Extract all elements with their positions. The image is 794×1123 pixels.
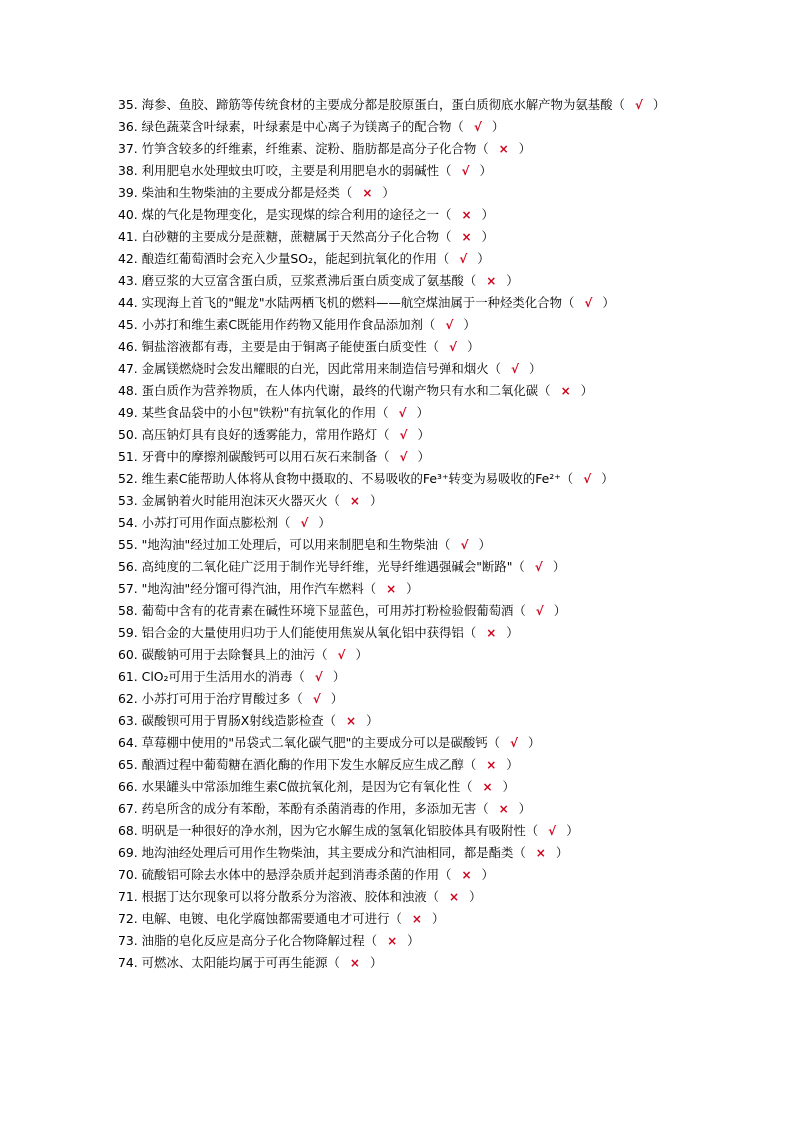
check-mark-icon: √ bbox=[399, 450, 408, 464]
item-number: 42. bbox=[118, 251, 138, 266]
item-number: 63. bbox=[118, 713, 138, 728]
list-item bbox=[118, 358, 674, 380]
list-item bbox=[118, 336, 674, 358]
cross-mark-icon: × bbox=[486, 274, 497, 288]
list-item bbox=[118, 732, 674, 754]
item-close-paren: ） bbox=[502, 779, 515, 794]
item-statement: 高压钠灯具有良好的透雾能力，常用作路灯（ bbox=[141, 427, 390, 442]
item-number: 51. bbox=[118, 449, 138, 464]
item-close-paren: ） bbox=[518, 801, 532, 816]
item-close-paren: ） bbox=[481, 229, 494, 244]
item-number: 60. bbox=[118, 647, 138, 662]
item-statement: 蛋白质作为营养物质，在人体内代谢，最终的代谢产物只有水和二氧化碳（ bbox=[141, 383, 551, 398]
item-close-paren: ） bbox=[330, 691, 344, 706]
item-statement: 绿色蔬菜含叶绿素，叶绿素是中心离子为镁离子的配合物（ bbox=[141, 119, 464, 134]
cross-mark-icon: × bbox=[482, 780, 493, 794]
list-item bbox=[118, 864, 674, 886]
item-number: 46. bbox=[118, 339, 138, 354]
check-mark-icon: √ bbox=[548, 824, 557, 838]
item-statement: 煤的气化是物理变化，是实现煤的综合利用的途径之一（ bbox=[141, 207, 452, 222]
list-item bbox=[118, 182, 674, 204]
item-close-paren: ） bbox=[463, 317, 476, 332]
item-statement: 明矾是一种很好的净水剂，因为它水解生成的氢氧化铝胶体具有吸附性（ bbox=[141, 823, 539, 838]
item-close-paren: ） bbox=[467, 339, 480, 354]
list-item bbox=[118, 94, 674, 116]
check-mark-icon: √ bbox=[445, 318, 454, 332]
item-statement: 葡萄中含有的花青素在碱性环境下显蓝色，可用苏打粉检验假葡萄酒（ bbox=[141, 603, 526, 618]
item-number: 41. bbox=[118, 229, 138, 244]
item-number: 54. bbox=[118, 515, 138, 530]
check-mark-icon: √ bbox=[584, 296, 593, 310]
list-item bbox=[118, 930, 674, 952]
item-close-paren: ） bbox=[580, 383, 594, 398]
item-statement: 硫酸铝可除去水体中的悬浮杂质并起到消毒杀菌的作用（ bbox=[141, 867, 452, 882]
cross-mark-icon: × bbox=[449, 890, 460, 904]
question-list bbox=[118, 94, 674, 974]
item-close-paren: ） bbox=[555, 845, 569, 860]
item-close-paren: ） bbox=[652, 97, 666, 112]
item-close-paren: ） bbox=[366, 713, 379, 728]
list-item bbox=[118, 160, 674, 182]
item-statement: 铝合金的大量使用归功于人们能使用焦炭从氧化铝中获得铝（ bbox=[141, 625, 477, 640]
item-number: 70. bbox=[118, 867, 138, 882]
cross-mark-icon: × bbox=[349, 494, 360, 508]
item-statement: 维生素C能帮助人体将从食物中摄取的、不易吸收的Fe³⁺转变为易吸收的Fe²⁺（ bbox=[141, 471, 574, 486]
item-statement: 可燃冰、太阳能均属于可再生能源（ bbox=[141, 955, 340, 970]
list-item bbox=[118, 292, 674, 314]
item-close-paren: ） bbox=[369, 493, 383, 508]
item-number: 44. bbox=[118, 295, 138, 310]
list-item bbox=[118, 248, 674, 270]
check-mark-icon: √ bbox=[314, 670, 323, 684]
check-mark-icon: √ bbox=[583, 472, 592, 486]
item-statement: 金属镁燃烧时会发出耀眼的白光，因此常用来制造信号弹和烟火（ bbox=[141, 361, 501, 376]
item-number: 61. bbox=[118, 669, 138, 684]
item-statement: 金属钠着火时能用泡沫灭火器灭火（ bbox=[141, 493, 340, 508]
item-close-paren: ） bbox=[332, 669, 346, 684]
list-item bbox=[118, 754, 674, 776]
item-statement: 高纯度的二氧化硅广泛用于制作光导纤维，光导纤维遇强碱会"断路"（ bbox=[141, 559, 525, 574]
list-item bbox=[118, 644, 674, 666]
item-close-paren: ） bbox=[469, 889, 482, 904]
item-statement: 小苏打和维生素C既能用作药物又能用作食品添加剂（ bbox=[141, 317, 436, 332]
item-statement: 地沟油经处理后可用作生物柴油，其主要成分和汽油相同，都是酯类（ bbox=[141, 845, 526, 860]
item-statement: 小苏打可用作面点膨松剂（ bbox=[141, 515, 291, 530]
item-statement: 电解、电镀、电化学腐蚀都需要通电才可进行（ bbox=[141, 911, 402, 926]
item-close-paren: ） bbox=[506, 757, 519, 772]
check-mark-icon: √ bbox=[510, 736, 519, 750]
check-mark-icon: √ bbox=[535, 604, 544, 618]
cross-mark-icon: × bbox=[386, 582, 397, 596]
item-close-paren: ） bbox=[552, 559, 566, 574]
cross-mark-icon: × bbox=[498, 802, 509, 816]
item-statement: 酿造红葡萄酒时会充入少量SO₂，能起到抗氧化的作用（ bbox=[141, 251, 450, 266]
item-close-paren: ） bbox=[506, 273, 519, 288]
item-close-paren: ） bbox=[602, 295, 615, 310]
item-number: 72. bbox=[118, 911, 138, 926]
list-item bbox=[118, 842, 674, 864]
item-number: 53. bbox=[118, 493, 138, 508]
check-mark-icon: √ bbox=[461, 164, 470, 178]
list-item bbox=[118, 380, 674, 402]
item-number: 55. bbox=[118, 537, 138, 552]
item-statement: 牙膏中的摩擦剂碳酸钙可以用石灰石来制备（ bbox=[141, 449, 390, 464]
cross-mark-icon: × bbox=[498, 142, 509, 156]
list-item bbox=[118, 270, 674, 292]
list-item bbox=[118, 578, 674, 600]
item-number: 59. bbox=[118, 625, 138, 640]
item-close-paren: ） bbox=[416, 405, 429, 420]
cross-mark-icon: × bbox=[349, 956, 360, 970]
item-statement: 海参、鱼胶、蹄筋等传统食材的主要成分都是胶原蛋白，蛋白质彻底水解产物为氨基酸（ bbox=[141, 97, 625, 112]
item-close-paren: ） bbox=[481, 867, 494, 882]
item-number: 66. bbox=[118, 779, 138, 794]
item-number: 62. bbox=[118, 691, 138, 706]
check-mark-icon: √ bbox=[534, 560, 543, 574]
list-item bbox=[118, 600, 674, 622]
item-number: 45. bbox=[118, 317, 138, 332]
item-number: 68. bbox=[118, 823, 138, 838]
item-statement: "地沟油"经过加工处理后，可以用来制肥皂和生物柴油（ bbox=[141, 537, 451, 552]
list-item bbox=[118, 226, 674, 248]
check-mark-icon: √ bbox=[511, 362, 520, 376]
cross-mark-icon: × bbox=[461, 230, 472, 244]
item-statement: 酿酒过程中葡萄糖在酒化酶的作用下发生水解反应生成乙醇（ bbox=[141, 757, 477, 772]
list-item bbox=[118, 314, 674, 336]
item-close-paren: ） bbox=[406, 581, 419, 596]
item-close-paren: ） bbox=[528, 735, 541, 750]
list-item bbox=[118, 622, 674, 644]
list-item bbox=[118, 886, 674, 908]
item-close-paren: ） bbox=[601, 471, 614, 486]
item-number: 49. bbox=[118, 405, 138, 420]
item-statement: 实现海上首飞的"鲲龙"水陆两栖飞机的燃料——航空煤油属于一种烃类化合物（ bbox=[141, 295, 575, 310]
list-item bbox=[118, 666, 674, 688]
cross-mark-icon: × bbox=[560, 384, 571, 398]
list-item bbox=[118, 446, 674, 468]
item-close-paren: ） bbox=[481, 207, 494, 222]
item-statement: 利用肥皂水处理蚊虫叮咬，主要是利用肥皂水的弱碱性（ bbox=[141, 163, 452, 178]
item-close-paren: ） bbox=[417, 427, 430, 442]
cross-mark-icon: × bbox=[362, 186, 373, 200]
item-number: 35. bbox=[118, 97, 138, 112]
item-statement: 碳酸钡可用于胃肠X射线造影检查（ bbox=[141, 713, 337, 728]
cross-mark-icon: × bbox=[411, 912, 422, 926]
item-statement: 竹笋含较多的纤维素，纤维素、淀粉、脂肪都是高分子化合物（ bbox=[141, 141, 489, 156]
list-item bbox=[118, 908, 674, 930]
item-number: 56. bbox=[118, 559, 138, 574]
item-number: 57. bbox=[118, 581, 138, 596]
item-number: 50. bbox=[118, 427, 138, 442]
item-number: 48. bbox=[118, 383, 138, 398]
item-statement: 小苏打可用于治疗胃酸过多（ bbox=[141, 691, 303, 706]
check-mark-icon: √ bbox=[460, 538, 469, 552]
list-item bbox=[118, 424, 674, 446]
item-close-paren: ） bbox=[478, 537, 491, 552]
item-statement: 水果罐头中常添加维生素C做抗氧化剂，是因为它有氧化性（ bbox=[141, 779, 473, 794]
list-item bbox=[118, 688, 674, 710]
item-statement: "地沟油"经分馏可得汽油，用作汽车燃料（ bbox=[141, 581, 377, 596]
list-item bbox=[118, 138, 674, 160]
item-close-paren: ） bbox=[431, 911, 445, 926]
item-number: 47. bbox=[118, 361, 138, 376]
check-mark-icon: √ bbox=[473, 120, 482, 134]
item-close-paren: ） bbox=[529, 361, 542, 376]
item-statement: 柴油和生物柴油的主要成分都是烃类（ bbox=[141, 185, 353, 200]
cross-mark-icon: × bbox=[346, 714, 357, 728]
check-mark-icon: √ bbox=[398, 406, 407, 420]
item-number: 58. bbox=[118, 603, 138, 618]
item-number: 67. bbox=[118, 801, 138, 816]
list-item bbox=[118, 710, 674, 732]
list-item bbox=[118, 116, 674, 138]
item-number: 52. bbox=[118, 471, 138, 486]
item-close-paren: ） bbox=[382, 185, 395, 200]
item-number: 38. bbox=[118, 163, 138, 178]
item-number: 65. bbox=[118, 757, 138, 772]
cross-mark-icon: × bbox=[535, 846, 546, 860]
item-number: 36. bbox=[118, 119, 138, 134]
list-item bbox=[118, 776, 674, 798]
item-number: 74. bbox=[118, 955, 138, 970]
item-number: 43. bbox=[118, 273, 138, 288]
list-item bbox=[118, 204, 674, 226]
item-close-paren: ） bbox=[506, 625, 519, 640]
check-mark-icon: √ bbox=[337, 648, 346, 662]
cross-mark-icon: × bbox=[387, 934, 398, 948]
item-statement: 铜盐溶液都有毒，主要是由于铜离子能使蛋白质变性（ bbox=[141, 339, 440, 354]
item-close-paren: ） bbox=[477, 251, 490, 266]
cross-mark-icon: × bbox=[461, 868, 472, 882]
item-close-paren: ） bbox=[518, 141, 532, 156]
item-statement: 根据丁达尔现象可以将分散系分为溶液、胶体和浊液（ bbox=[141, 889, 440, 904]
item-number: 73. bbox=[118, 933, 138, 948]
item-number: 69. bbox=[118, 845, 138, 860]
item-statement: ClO₂可用于生活用水的消毒（ bbox=[141, 669, 305, 684]
item-statement: 油脂的皂化反应是高分子化合物降解过程（ bbox=[141, 933, 378, 948]
list-item bbox=[118, 952, 674, 974]
item-close-paren: ） bbox=[407, 933, 420, 948]
item-statement: 磨豆浆的大豆富含蛋白质，豆浆煮沸后蛋白质变成了氨基酸（ bbox=[141, 273, 477, 288]
item-close-paren: ） bbox=[369, 955, 383, 970]
item-number: 71. bbox=[118, 889, 138, 904]
list-item bbox=[118, 402, 674, 424]
item-close-paren: ） bbox=[566, 823, 579, 838]
item-number: 37. bbox=[118, 141, 138, 156]
check-mark-icon: √ bbox=[459, 252, 468, 266]
item-statement: 草莓棚中使用的"吊袋式二氧化碳气肥"的主要成分可以是碳酸钙（ bbox=[141, 735, 501, 750]
item-statement: 碳酸钠可用于去除餐具上的油污（ bbox=[141, 647, 328, 662]
item-number: 40. bbox=[118, 207, 138, 222]
item-close-paren: ） bbox=[355, 647, 368, 662]
list-item bbox=[118, 468, 674, 490]
item-number: 64. bbox=[118, 735, 138, 750]
item-statement: 某些食品袋中的小包"铁粉"有抗氧化的作用（ bbox=[141, 405, 389, 420]
check-mark-icon: √ bbox=[449, 340, 458, 354]
list-item bbox=[118, 798, 674, 820]
check-mark-icon: √ bbox=[634, 98, 643, 112]
list-item bbox=[118, 490, 674, 512]
cross-mark-icon: × bbox=[486, 626, 497, 640]
check-mark-icon: √ bbox=[312, 692, 321, 706]
list-item bbox=[118, 512, 674, 534]
item-close-paren: ） bbox=[479, 163, 492, 178]
cross-mark-icon: × bbox=[486, 758, 497, 772]
cross-mark-icon: × bbox=[461, 208, 472, 222]
check-mark-icon: √ bbox=[399, 428, 408, 442]
list-item bbox=[118, 534, 674, 556]
item-statement: 白砂糖的主要成分是蔗糖，蔗糖属于天然高分子化合物（ bbox=[141, 229, 452, 244]
item-statement: 药皂所含的成分有苯酚，苯酚有杀菌消毒的作用，多添加无害（ bbox=[141, 801, 489, 816]
check-mark-icon: √ bbox=[300, 516, 309, 530]
list-item bbox=[118, 556, 674, 578]
item-close-paren: ） bbox=[318, 515, 331, 530]
item-close-paren: ） bbox=[417, 449, 430, 464]
list-item bbox=[118, 820, 674, 842]
item-number: 39. bbox=[118, 185, 138, 200]
item-close-paren: ） bbox=[553, 603, 567, 618]
item-close-paren: ） bbox=[491, 119, 505, 134]
